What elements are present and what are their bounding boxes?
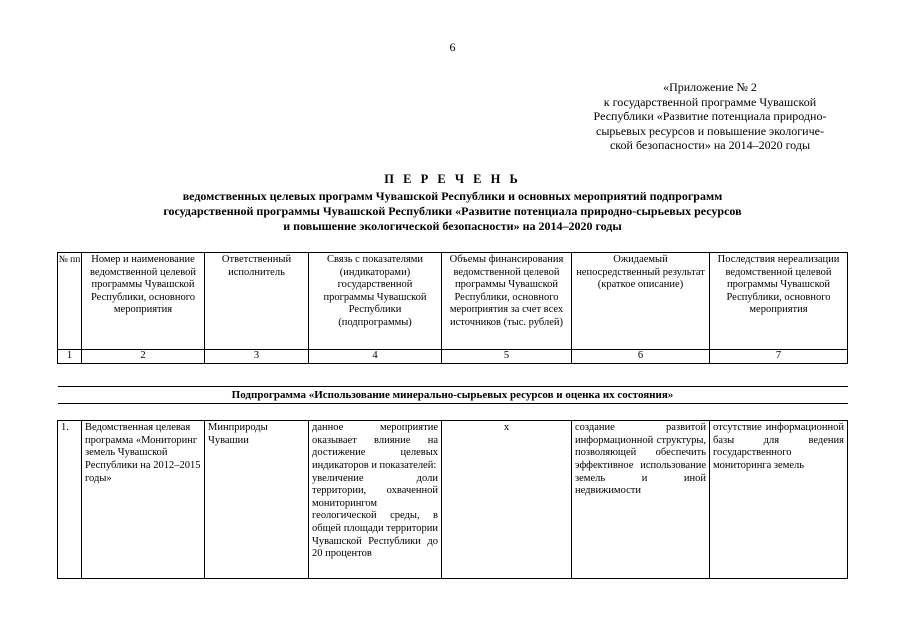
header-number: № пп bbox=[58, 253, 82, 350]
indicators-intro: данное мероприятие оказывает влияние на достижение целевых индикаторов и показателей: bbox=[312, 422, 438, 471]
column-number: 4 bbox=[309, 350, 442, 364]
row-consequences: отсутствие информационной базы для ведения государственного мониторинга земель bbox=[710, 421, 848, 579]
appendix-line: «Приложение № 2 bbox=[663, 80, 757, 94]
column-number: 1 bbox=[58, 350, 82, 364]
document-title: П Е Р Е Ч Е Н Ь bbox=[384, 172, 521, 186]
subtitle-line: ведомственных целевых программ Чувашской Республики и основных мероприятий подпрограмм bbox=[182, 189, 723, 203]
column-number: 7 bbox=[710, 350, 848, 364]
document-subtitle bbox=[0, 189, 905, 234]
table-header-row bbox=[58, 253, 848, 350]
subtitle-line: государственной программы Чувашской Республики «Развитие потенциала природно-сырьевых ресурсов bbox=[163, 204, 742, 218]
column-number: 2 bbox=[82, 350, 205, 364]
column-number: 6 bbox=[572, 350, 710, 364]
subtitle-line: и повышение экологической безопасности» на 2014–2020 годы bbox=[283, 219, 622, 233]
row-executor: Минприроды Чувашии bbox=[205, 421, 309, 579]
header-expected-result: Ожидаемый непосредственный результат (краткое описание) bbox=[572, 253, 710, 350]
subprogram-title: Подпрограмма «Использование минерально-сырьевых ресурсов и оценка их состояния» bbox=[58, 386, 848, 404]
appendix-line: ской безопасности» на 2014–2020 годы bbox=[609, 138, 811, 152]
subprogram-row bbox=[58, 386, 848, 404]
spacer-row bbox=[58, 363, 848, 386]
header-executor: Ответственный исполнитель bbox=[205, 253, 309, 350]
indicators-detail: увеличение доли территории, охваченной мониторингом геологической среды, в общей площади территории Чувашской Республики до 20 процентов bbox=[312, 472, 438, 560]
header-indicators-link: Связь с показателями (индикаторами) государственной программы Чувашской Республики (подпрограммы) bbox=[309, 253, 442, 350]
column-number: 3 bbox=[205, 350, 309, 364]
row-program-name: Ведомственная целевая программа «Мониторинг земель Чувашской Республики на 2012–2015 годы» bbox=[82, 421, 205, 579]
appendix-line: Республики «Развитие потенциала природно- bbox=[593, 109, 827, 123]
appendix-header bbox=[560, 80, 860, 153]
row-funding: х bbox=[442, 421, 572, 579]
column-number-row bbox=[58, 350, 848, 364]
spacer-cell bbox=[58, 404, 848, 421]
appendix-line: сырьевых ресурсов и повышение экологиче- bbox=[596, 123, 824, 138]
programs-table bbox=[57, 252, 848, 579]
row-indicators-link bbox=[309, 421, 442, 579]
table-row bbox=[58, 421, 848, 579]
spacer-cell bbox=[58, 363, 848, 386]
appendix-line: к государственной программе Чувашской bbox=[603, 94, 817, 109]
header-program-name: Номер и наименование ведомственной целевой программы Чувашской Республики, основного мероприятия bbox=[82, 253, 205, 350]
column-number: 5 bbox=[442, 350, 572, 364]
header-funding: Объемы финансирования ведомственной целевой программы Чувашской Республики, основного мероприятия за счет всех источников (тыс. рублей) bbox=[442, 253, 572, 350]
spacer-row bbox=[58, 404, 848, 421]
page-number: 6 bbox=[449, 40, 456, 54]
row-expected-result: создание развитой информационной структуры, позволяющей обеспечить эффективное использование земель и иной недвижимости bbox=[572, 421, 710, 579]
header-consequences: Последствия нереализации ведомственной целевой программы Чувашской Республики, основного мероприятия bbox=[710, 253, 848, 350]
row-number: 1. bbox=[58, 421, 82, 579]
